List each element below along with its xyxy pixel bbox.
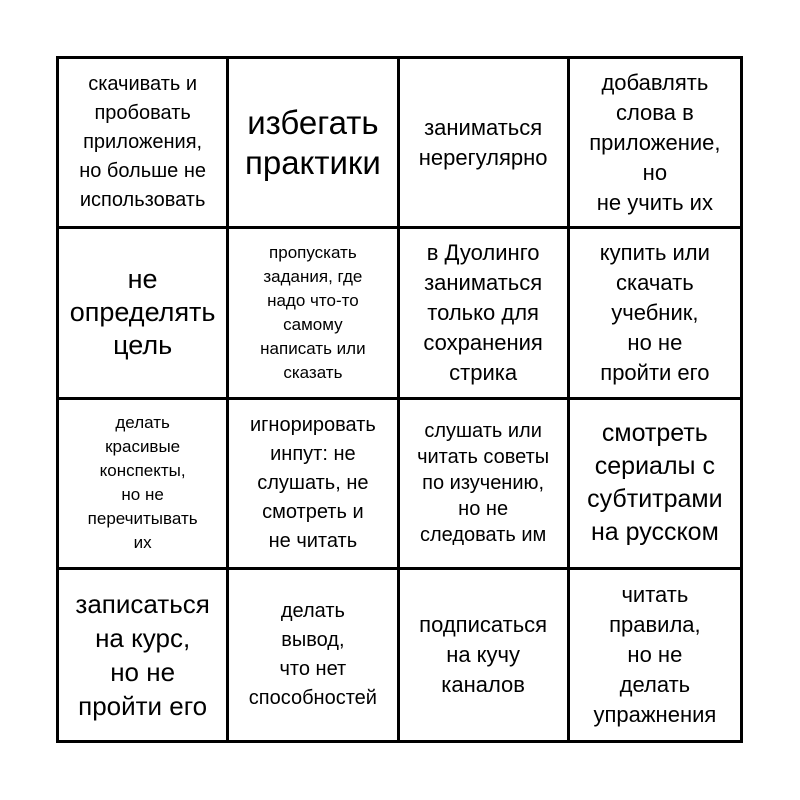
bingo-cell-3[interactable] [400, 59, 570, 229]
bingo-cell-11[interactable] [400, 400, 570, 570]
bingo-cell-text: читать правила, но не делать упражнения [593, 581, 717, 727]
bingo-cell-text: купить или скачать учебник, но не пройти его [599, 239, 710, 385]
bingo-cell-14[interactable] [229, 570, 399, 740]
bingo-cell-text: добавлять слова в приложение, но не учить их [589, 69, 721, 215]
bingo-cell-10[interactable] [229, 400, 399, 570]
bingo-cell-8[interactable] [570, 229, 740, 399]
bingo-cell-text: подписаться на кучу каналов [419, 611, 548, 697]
bingo-cell-text: смотреть сериалы с субтитрами на русском [587, 419, 723, 547]
bingo-cell-text: делать красивые конспекты, но не перечитывать их [87, 413, 198, 553]
bingo-cell-16[interactable] [570, 570, 740, 740]
bingo-cell-12[interactable] [570, 400, 740, 570]
bingo-cell-2[interactable] [229, 59, 399, 229]
bingo-cell-4[interactable] [570, 59, 740, 229]
bingo-board [56, 56, 743, 743]
bingo-cell-text: избегать практики [244, 103, 381, 181]
bingo-cell-text: пропускать задания, где надо что-то самому написать или сказать [260, 242, 366, 382]
bingo-cell-text: делать вывод, что нет способностей [248, 599, 377, 709]
bingo-cell-7[interactable] [400, 229, 570, 399]
bingo-cell-1[interactable] [59, 59, 229, 229]
bingo-cell-6[interactable] [229, 229, 399, 399]
bingo-cell-text: игнорировать инпут: не слушать, не смотреть и не читать [249, 413, 376, 552]
bingo-cell-13[interactable] [59, 570, 229, 740]
bingo-cell-9[interactable] [59, 400, 229, 570]
bingo-cell-text: не определять цель [69, 264, 216, 361]
bingo-cell-text: записаться на курс, но не пройти его [75, 588, 210, 721]
bingo-cell-text: в Дуолинго заниматься только для сохранения стрика [423, 239, 543, 385]
bingo-cell-text: слушать или читать советы по изучению, но не следовать им [417, 420, 550, 547]
bingo-cell-text: заниматься нерегулярно [418, 114, 548, 170]
bingo-cell-5[interactable] [59, 229, 229, 399]
bingo-cell-text: скачивать и пробовать приложения, но больше не использовать [79, 73, 207, 212]
bingo-cell-15[interactable] [400, 570, 570, 740]
